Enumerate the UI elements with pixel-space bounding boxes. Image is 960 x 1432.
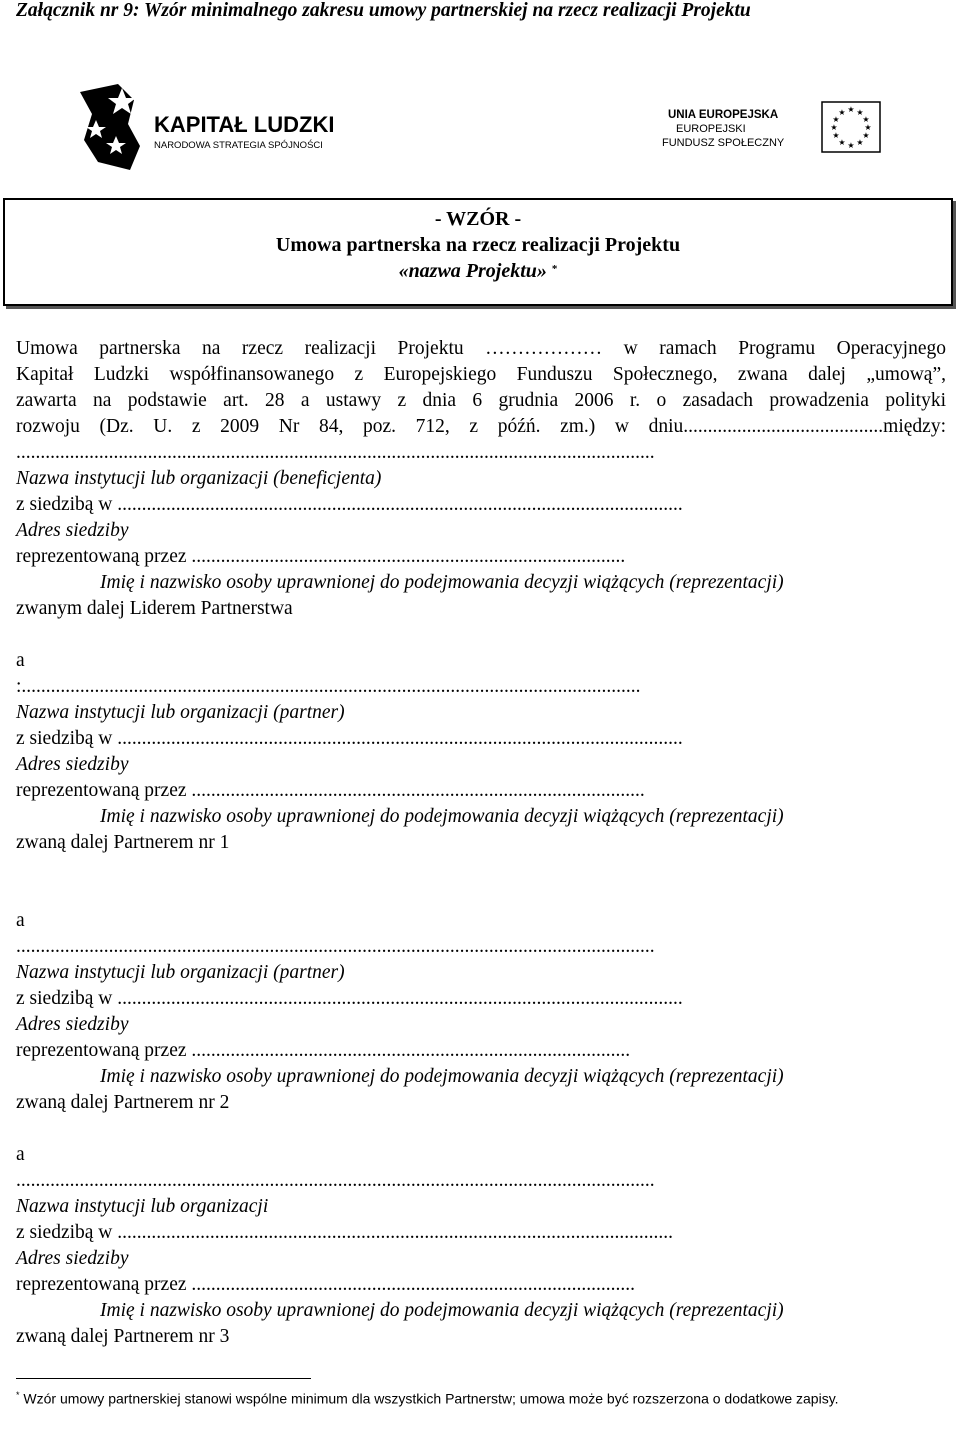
p2-seat-label: Adres siedziby	[16, 1014, 129, 1035]
leader-rep-label: Imię i nazwisko osoby uprawnionej do podejmowania decyzji wiążących (reprezentacji)	[100, 572, 784, 593]
p3-seat: z siedzibą w ..................................................................................................................	[16, 1222, 674, 1243]
leader-dots: ...................................................................................................................................	[16, 442, 655, 463]
svg-text:★: ★	[856, 108, 864, 117]
svg-text:★: ★	[838, 138, 846, 147]
leader-closing: zwanym dalej Liderem Partnerstwa	[16, 598, 293, 619]
p2-name-label: Nazwa instytucji lub organizacji (partner)	[16, 962, 345, 983]
p3-dots: ...................................................................................................................................	[16, 1170, 655, 1191]
svg-text:★: ★	[838, 108, 846, 117]
p2-conj: a	[16, 910, 25, 931]
p1-seat-label: Adres siedziby	[16, 754, 129, 775]
svg-text:★: ★	[832, 115, 840, 124]
annex-title: Załącznik nr 9: Wzór minimalnego zakresu umowy partnerskiej na rzecz realizacji Projektu	[16, 0, 751, 21]
svg-text:★: ★	[830, 123, 838, 132]
p1-conj: a	[16, 650, 25, 671]
svg-text:★: ★	[864, 123, 872, 132]
p1-closing: zwaną dalej Partnerem nr 1	[16, 832, 230, 853]
p1-seat: z siedzibą w ....................................................................................................................	[16, 728, 683, 749]
footnote-mark: *	[16, 1390, 20, 1400]
leader-rep: reprezentowaną przez .........................................................................................	[16, 546, 626, 567]
p3-closing: zwaną dalej Partnerem nr 3	[16, 1326, 230, 1347]
p3-rep: reprezentowaną przez ...........................................................................................	[16, 1274, 636, 1295]
p2-rep-label: Imię i nazwisko osoby uprawnionej do podejmowania decyzji wiążących (reprezentacji)	[100, 1066, 784, 1087]
title-line2: Umowa partnerska na rzecz realizacji Projektu	[275, 234, 681, 256]
svg-text:★: ★	[832, 131, 840, 140]
title-line3: «nazwa Projektu»	[398, 260, 547, 282]
footnote-divider	[16, 1378, 311, 1379]
leader-seat-label: Adres siedziby	[16, 520, 129, 541]
title-line1: - WZÓR -	[434, 208, 522, 230]
intro-line-4: rozwoju (Dz. U. z 2009 Nr 84, poz. 712, z późń. zm.) w dniu.........................................między:	[16, 416, 946, 437]
intro-line-3: zawarta na podstawie art. 28 a ustawy z dnia 6 grudnia 2006 r. o zasadach prowadzenia polityki	[16, 390, 946, 411]
leader-name-label: Nazwa instytucji lub organizacji (beneficjenta)	[16, 468, 382, 489]
ue-line3: FUNDUSZ SPOŁECZNY	[662, 137, 785, 149]
p2-seat: z siedzibą w ....................................................................................................................	[16, 988, 683, 1009]
p3-name-label: Nazwa instytucji lub organizacji	[16, 1196, 269, 1217]
p1-rep: reprezentowaną przez .............................................................................................	[16, 780, 645, 801]
title-footnote-mark: *	[551, 263, 558, 275]
ue-line2: EUROPEJSKI	[676, 123, 746, 135]
p3-seat-label: Adres siedziby	[16, 1248, 129, 1269]
intro-paragraph	[16, 336, 946, 440]
p2-closing: zwaną dalej Partnerem nr 2	[16, 1092, 230, 1113]
kl-logo-name: KAPITAŁ LUDZKI	[154, 112, 335, 137]
p1-name-label: Nazwa instytucji lub organizacji (partner)	[16, 702, 345, 723]
intro-line-1: Umowa partnerska na rzecz realizacji Projektu ……………… w ramach Programu Operacyjnego	[16, 338, 946, 359]
eu-flag-icon	[822, 102, 880, 152]
svg-text:★: ★	[862, 115, 870, 124]
p1-rep-label: Imię i nazwisko osoby uprawnionej do podejmowania decyzji wiążących (reprezentacji)	[100, 806, 784, 827]
p3-conj: a	[16, 1144, 25, 1165]
footnote-text: Wzór umowy partnerskiej stanowi wspólne minimum dla wszystkich Partnerstw; umowa może być rozszerzona o dodatkowe zapisy.	[23, 1390, 839, 1407]
ue-line1: UNIA EUROPEJSKA	[668, 109, 779, 121]
svg-text:★: ★	[856, 138, 864, 147]
title-box	[3, 198, 953, 306]
eu-esf-logo	[660, 100, 884, 156]
kapital-ludzki-logo	[78, 84, 348, 170]
leader-seat: z siedzibą w ....................................................................................................................	[16, 494, 683, 515]
intro-line-2: Kapitał Ludzki współfinansowanego z Europejskiego Funduszu Społecznego, zwana dalej „umową”,	[16, 364, 946, 385]
p2-rep: reprezentowaną przez ..........................................................................................	[16, 1040, 631, 1061]
footnote	[16, 1386, 946, 1409]
svg-text:★: ★	[847, 141, 855, 150]
kapital-ludzki-emblem-icon	[80, 84, 140, 170]
p1-dots: :...............................................................................................................................	[16, 676, 641, 697]
kl-logo-sub: NARODOWA STRATEGIA SPÓJNOŚCI	[154, 140, 323, 151]
svg-text:★: ★	[862, 131, 870, 140]
p3-rep-label: Imię i nazwisko osoby uprawnionej do podejmowania decyzji wiążących (reprezentacji)	[100, 1300, 784, 1321]
p2-dots: ...................................................................................................................................	[16, 936, 655, 957]
svg-text:★: ★	[847, 105, 855, 114]
